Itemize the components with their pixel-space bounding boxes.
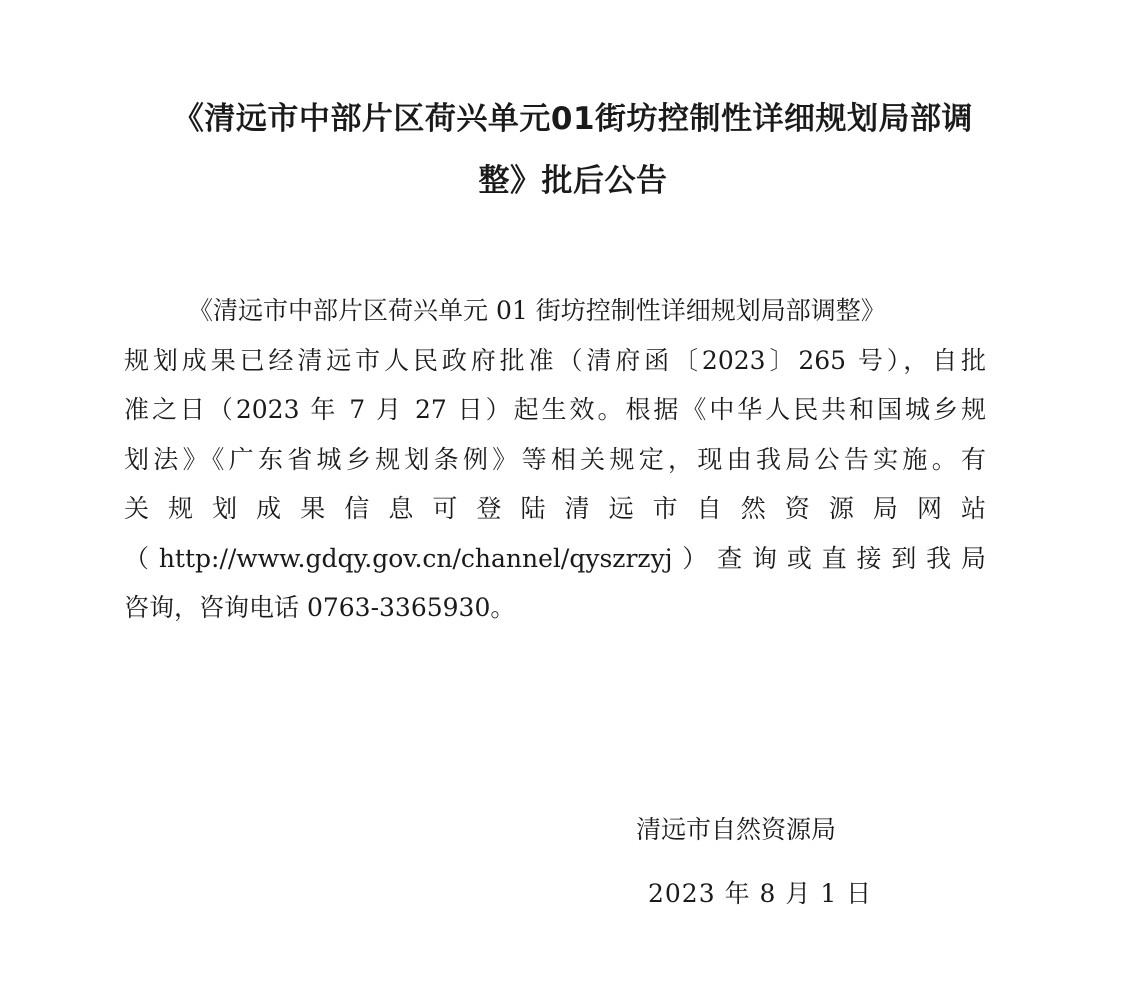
issuer-signature: 清远市自然资源局 [636, 815, 837, 844]
notice-title [120, 88, 1026, 212]
notice-body [124, 286, 986, 633]
body-line-6: （http://www.gdqy.gov.cn/channel/qyszrzyj）查询或直接到我局 [124, 543, 986, 573]
body-line-5: 关 规 划 成 果 信 息 可 登 陆 清 远 市 自 然 资 源 局 网 站 [124, 494, 986, 523]
notice-title-line-2: 整》批后公告 [478, 163, 668, 199]
issue-date: 2023 年 8 月 1 日 [648, 879, 873, 908]
body-line-1: 《清远市中部片区荷兴单元 01 街坊控制性详细规划局部调整》 [188, 296, 886, 325]
body-line-7: 咨询，咨询电话 0763-3365930。 [124, 593, 516, 622]
notice-title-line-1: 《清远市中部片区荷兴单元01街坊控制性详细规划局部调 [172, 101, 974, 137]
body-line-4: 划法》《广东省城乡规划条例》等相关规定，现由我局公告实施。有 [124, 444, 986, 474]
body-line-3: 准之日（2023 年 7 月 27 日）起生效。根据《中华人民共和国城乡规 [124, 395, 986, 424]
body-line-2: 规划成果已经清远市人民政府批准（清府函〔2023〕265 号），自批 [124, 345, 986, 375]
